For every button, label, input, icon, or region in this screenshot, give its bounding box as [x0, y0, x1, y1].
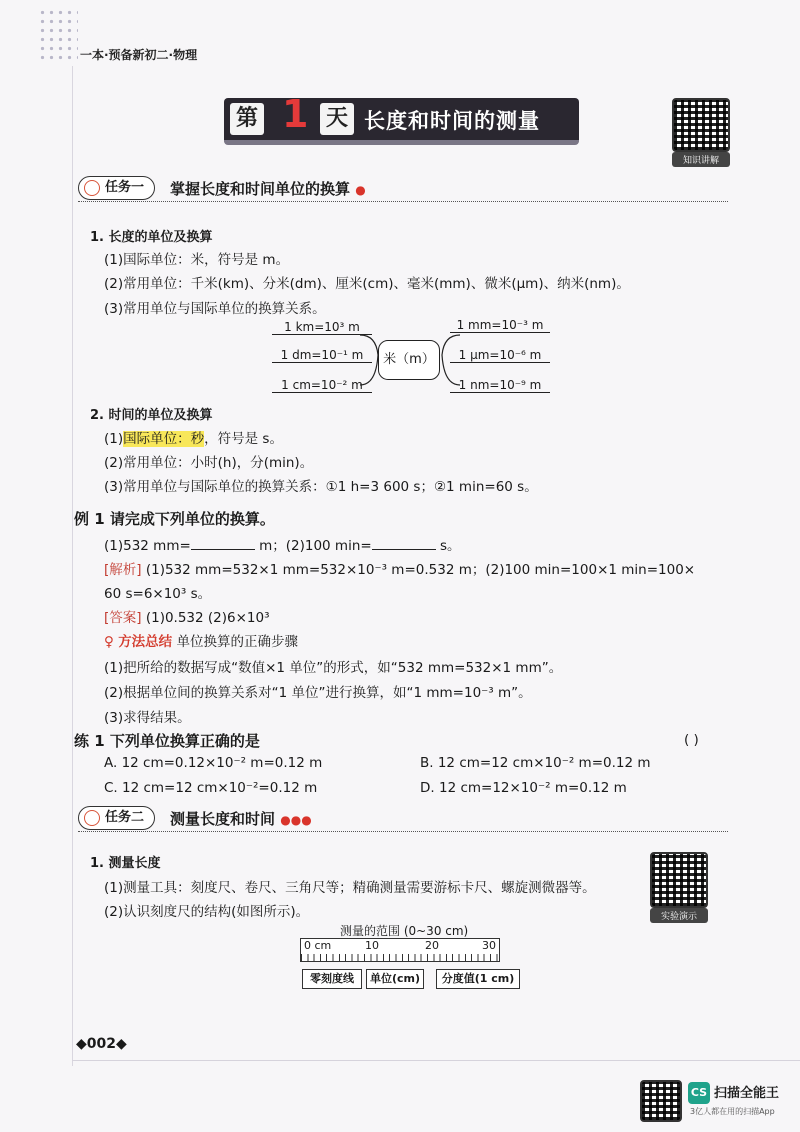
- example1-answer: [答案] (1)0.532 (2)6×10³: [104, 610, 270, 626]
- ruler-ticks: [301, 954, 499, 961]
- answer-tag: [答案]: [104, 610, 142, 626]
- method-summary: ♀ 方法总结 单位换算的正确步骤: [104, 634, 298, 650]
- practice1-question: 练 1 下列单位换算正确的是: [74, 732, 260, 750]
- option-a[interactable]: A. 12 cm=0.12×10⁻² m=0.12 m: [104, 755, 323, 771]
- highlighted-text: 国际单位：秒: [123, 431, 205, 447]
- zero-mark-label: 零刻度线: [302, 969, 362, 989]
- unit-right-1: 1 mm=10⁻³ m: [450, 318, 550, 333]
- book-header: 一本·预备新初二·物理: [80, 48, 198, 62]
- example1-analysis-cont: 60 s=6×10³ s。: [104, 586, 212, 602]
- ruler-label-0: 0 cm: [304, 939, 332, 952]
- unit-center-meter: 米（m）: [378, 340, 440, 380]
- division-label: 分度值(1 cm): [436, 969, 520, 989]
- person-icon: ♀: [104, 634, 114, 650]
- page-number: ◆002◆: [76, 1036, 127, 1052]
- time-line-3: (3)常用单位与国际单位的换算关系：①1 h=3 600 s；②1 min=60 s。: [104, 479, 538, 495]
- time-line-2: (2)常用单位：小时(h)，分(min)。: [104, 455, 314, 471]
- title-prefix: 第: [230, 103, 264, 135]
- difficulty-drop-icon: ●: [355, 183, 366, 197]
- measure-line-1: (1)测量工具：刻度尺、卷尺、三角尺等；精确测量需要游标卡尺、螺旋测微器等。: [104, 880, 596, 896]
- example1-blanks: (1)532 mm= m；(2)100 min= s。: [104, 538, 461, 554]
- task2-bar: [78, 806, 738, 830]
- task1-title: 掌握长度和时间单位的换算 ●: [170, 180, 366, 198]
- title-day: 1: [282, 92, 309, 136]
- option-d[interactable]: D. 12 cm=12×10⁻² m=0.12 m: [420, 780, 627, 796]
- unit-right-3: 1 nm=10⁻⁹ m: [450, 378, 550, 393]
- ruler-title: 测量的范围 (0~30 cm): [340, 924, 469, 938]
- option-b[interactable]: B. 12 cm=12 cm×10⁻² m=0.12 m: [420, 755, 651, 771]
- unit-left-2: 1 dm=10⁻¹ m: [272, 348, 372, 363]
- footer-line: [72, 1060, 800, 1061]
- ruler-label-30: 30: [482, 939, 496, 952]
- pencil-icon: [84, 810, 100, 826]
- method-step-1: (1)把所给的数据写成“数值×1 单位”的形式，如“532 mm=532×1 mm”。: [104, 660, 563, 676]
- task2-rule: [78, 831, 728, 832]
- ruler: [300, 938, 500, 962]
- ruler-label-10: 10: [365, 939, 379, 952]
- task1-tag: 任务一: [78, 176, 155, 200]
- qr-code-icon: [650, 852, 708, 908]
- example1-question: 例 1 请完成下列单位的换算。: [74, 510, 275, 528]
- length-line-1: (1)国际单位：米，符号是 m。: [104, 252, 290, 268]
- app-tagline: 3亿人都在用的扫描App: [690, 1107, 775, 1116]
- unit-label: 单位(cm): [366, 969, 424, 989]
- answer-paren[interactable]: ( ): [684, 732, 699, 748]
- analysis-tag: [解析]: [104, 562, 142, 578]
- length-line-3: (3)常用单位与国际单位的换算关系。: [104, 301, 326, 317]
- length-heading: 1. 长度的单位及换算: [90, 230, 213, 245]
- ruler-label-20: 20: [425, 939, 439, 952]
- unit-left-3: 1 cm=10⁻² m: [272, 378, 372, 393]
- scanner-qr-icon: [640, 1080, 682, 1122]
- answer-blank-1[interactable]: [191, 537, 255, 550]
- time-heading: 2. 时间的单位及换算: [90, 408, 213, 423]
- page-title: 长度和时间的测量: [364, 109, 540, 133]
- qr-experiment[interactable]: [650, 852, 708, 923]
- unit-diagram: [0, 0, 800, 400]
- answer-blank-2[interactable]: [372, 537, 436, 550]
- app-name: 扫描全能王: [714, 1086, 780, 1101]
- task2-tag: 任务二: [78, 806, 155, 830]
- task2-title: 测量长度和时间 ●●●: [170, 810, 312, 828]
- method-step-2: (2)根据单位间的换算关系对“1 单位”进行换算，如“1 mm=10⁻³ m”。: [104, 685, 532, 701]
- example1-analysis: [解析] (1)532 mm=532×1 mm=532×10⁻³ m=0.532 m；(2)100 min=100×1 min=100×: [104, 562, 696, 578]
- qr-label: 知识讲解: [672, 152, 730, 167]
- qr-label: 实验演示: [650, 908, 708, 923]
- method-step-3: (3)求得结果。: [104, 710, 191, 726]
- length-line-2: (2)常用单位：千米(km)、分米(dm)、厘米(cm)、毫米(mm)、微米(μm)、纳米(nm)。: [104, 276, 630, 292]
- unit-right-2: 1 μm=10⁻⁶ m: [450, 348, 550, 363]
- camscanner-logo-icon: CS: [688, 1082, 710, 1104]
- measure-heading: 1. 测量长度: [90, 856, 161, 871]
- title-suffix: 天: [320, 103, 354, 135]
- option-c[interactable]: C. 12 cm=12 cm×10⁻²=0.12 m: [104, 780, 318, 796]
- unit-left-1: 1 km=10³ m: [272, 320, 372, 335]
- difficulty-drop-icon: ●●●: [280, 813, 312, 827]
- time-line-1: (1)国际单位：秒，符号是 s。: [104, 431, 283, 447]
- measure-line-2: (2)认识刻度尺的结构(如图所示)。: [104, 904, 310, 920]
